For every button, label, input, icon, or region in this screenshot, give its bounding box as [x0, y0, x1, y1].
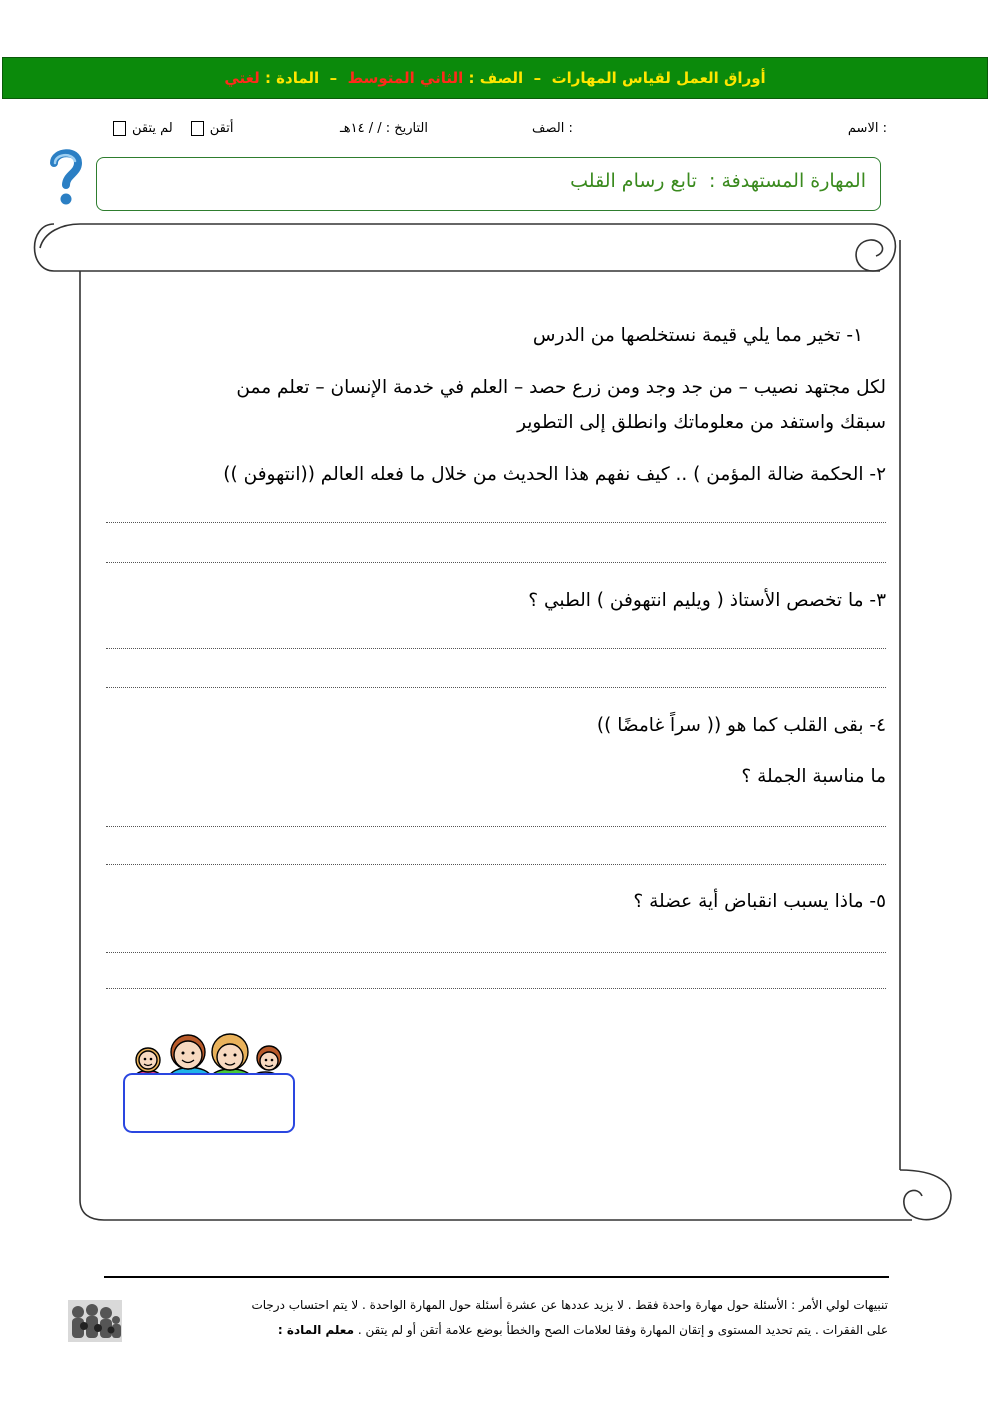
header-grade: الثاني المتوسط	[347, 69, 464, 87]
question-3: ٣- ما تخصص الأستاذ ( ويليم انتهوفن ) الطبي ؟	[528, 590, 886, 611]
footer-notice-line1: تنبيهات لولي الأمر : الأسئلة حول مهارة واحدة فقط . لا يزيد عددها عن عشرة أسئلة حول المهارة الواحدة . لا يتم احتساب درجات	[251, 1298, 888, 1312]
answer-line[interactable]	[106, 864, 886, 865]
answer-line[interactable]	[106, 988, 886, 989]
question-5: ٥- ماذا يسبب انقباض أية عضلة ؟	[633, 891, 886, 912]
question-4: ٤- بقى القلب كما هو (( سراً غامضًا ))	[596, 715, 886, 736]
footer-notice-line2	[278, 1323, 888, 1337]
people-logo-icon	[68, 1300, 122, 1342]
name-label: الاسم :	[847, 121, 887, 136]
mastered-label: أتقن	[209, 121, 234, 136]
children-illustration	[128, 1030, 290, 1078]
question-1-options-line2: سبقك واستفد من معلوماتك وانطلق إلى التطوير	[517, 412, 886, 433]
header-subject: لغتي	[224, 69, 260, 87]
class-label: الصف :	[532, 121, 573, 136]
result-box	[123, 1073, 295, 1133]
question-4-sub: ما مناسبة الجملة ؟	[741, 766, 886, 787]
answer-line[interactable]	[106, 687, 886, 688]
header-part2: – المادة :	[259, 69, 348, 87]
header-part1: أوراق العمل لقياس المهارات – الصف :	[463, 69, 766, 87]
answer-line[interactable]	[106, 562, 886, 563]
answer-line[interactable]	[106, 952, 886, 953]
not-mastered-label: لم يتقن	[132, 121, 173, 136]
footer-divider	[104, 1276, 889, 1278]
question-1-options-line1: لكل مجتهد نصيب – من جد وجد ومن زرع حصد – العلم في خدمة الإنسان – تعلم ممن	[236, 377, 886, 398]
answer-line[interactable]	[106, 522, 886, 523]
teacher-label: معلم المادة :	[277, 1323, 354, 1337]
answer-line[interactable]	[106, 826, 886, 827]
date-label: التاريخ : / / ١٤هـ	[339, 121, 428, 136]
footer-notice-text: على الفقرات . يتم تحديد المستوى و إتقان المهارة وفقا لعلامات الصح والخطأ بوضع علامة أتقن أو لم يتقن .	[354, 1323, 888, 1337]
question-1: ١- تخير مما يلي قيمة نستخلصها من الدرس	[532, 325, 863, 346]
answer-line[interactable]	[106, 648, 886, 649]
question-2: ٢- الحكمة ضالة المؤمن ) .. كيف نفهم هذا الحديث من خلال ما فعله العالم ((انتهوفن ))	[223, 464, 886, 485]
skill-label: المهارة المستهدفة : تابع رسام القلب	[570, 170, 866, 192]
